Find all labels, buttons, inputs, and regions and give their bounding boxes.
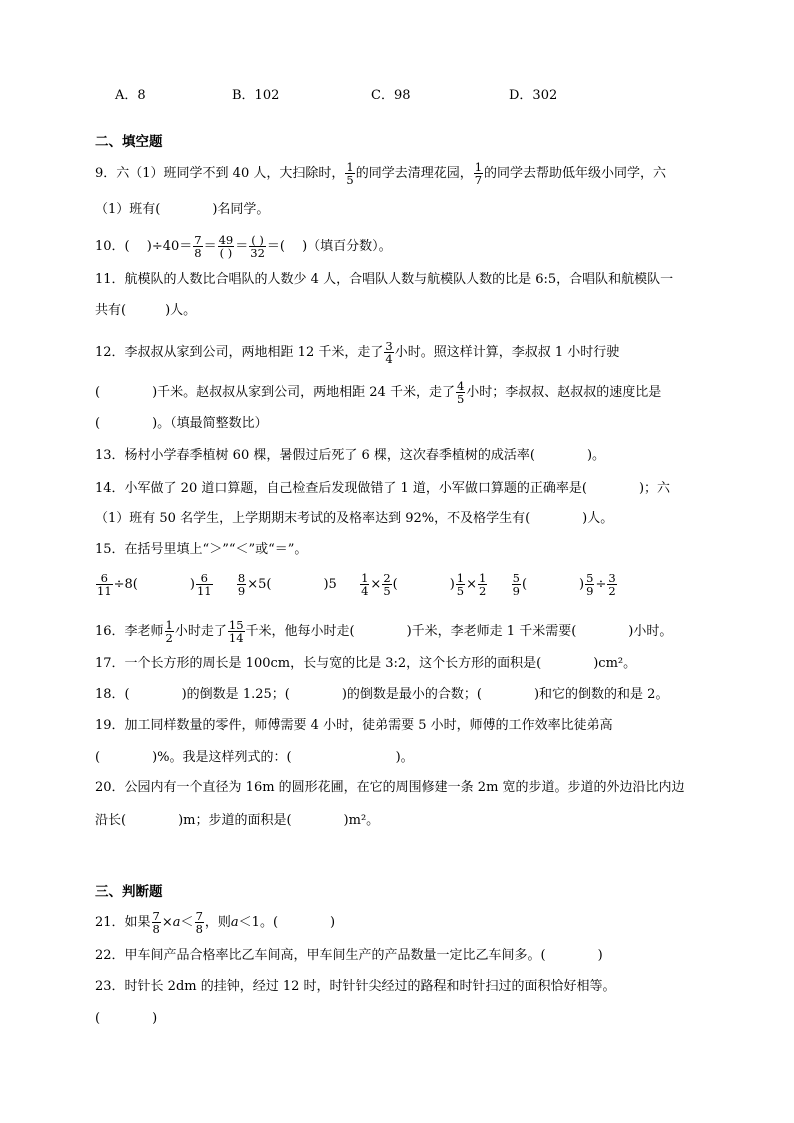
section-true-false-title: 三、判断题 bbox=[95, 884, 163, 900]
question-10: 10．( )÷40＝ $\frac{7}{8}$ ＝ $\frac{49}{( )}$ ＝ $\frac{( )}{32}$ ＝( )（填百分数）。 bbox=[95, 233, 392, 260]
question-14-line-1: 14．小军做了 20 道口算题，自己检查后发现做错了 1 道，小军做口算题的正确率是( )；六 bbox=[95, 481, 671, 496]
question-12-line-1: 12．李叔叔从家到公司，两地相距 12 千米，走了 $\frac{3}{4}$ 小时。照这样计算，李叔叔 1 小时行驶 bbox=[95, 339, 620, 366]
fraction: $\frac{1}{2}$ bbox=[479, 571, 487, 598]
fraction: $\frac{5}{9}$ bbox=[586, 571, 594, 598]
question-20-line-2: 沿长( )m；步道的面积是( )m²。 bbox=[95, 813, 380, 828]
fraction: $\frac{7}{8}$ bbox=[195, 909, 203, 936]
fraction: $\frac{15}{14}$ bbox=[228, 618, 244, 645]
question-12-line-2: ( )千米。赵叔叔从家到公司，两地相距 24 千米，走了 $\frac{4}{5}$ 小时；李叔叔、赵叔叔的速度比是 bbox=[95, 379, 662, 406]
question-14-line-2: （1）班有 50 名学生，上学期期末考试的及格率达到 92%，不及格学生有( )人。 bbox=[95, 511, 614, 526]
fraction: $\frac{6}{11}$ bbox=[196, 571, 212, 598]
fraction: $\frac{6}{11}$ bbox=[97, 571, 112, 598]
option-c: C．98 bbox=[371, 88, 411, 103]
question-17: 17．一个长方形的周长是 100cm，长与宽的比是 3:2，这个长方形的面积是( )cm²。 bbox=[95, 656, 637, 671]
fraction: $\frac{3}{4}$ bbox=[385, 339, 393, 366]
option-d: D．302 bbox=[509, 88, 558, 103]
fraction: $\frac{7}{8}$ bbox=[194, 233, 202, 260]
question-12-line-3: ( )。（填最简整数比） bbox=[95, 416, 268, 431]
section-fill-blank-title: 二、填空题 bbox=[95, 134, 163, 150]
fraction: $\frac{5}{9}$ bbox=[512, 571, 520, 598]
fraction: $\frac{4}{5}$ bbox=[456, 379, 465, 406]
question-15-title: 15．在括号里填上“＞”“＜”或“＝”。 bbox=[95, 542, 308, 557]
option-a: A．8 bbox=[115, 88, 146, 103]
question-11-line-1: 11．航模队的人数比合唱队的人数少 4 人，合唱队人数与航模队人数的比是 6:5，合唱队和航模队一 bbox=[95, 272, 674, 287]
question-19-line-1: 19．加工同样数量的零件，师傅需要 4 小时，徒弟需要 5 小时，师傅的工作效率比徒弟高 bbox=[95, 718, 613, 733]
question-15-items: $\frac{6}{11}$ ÷8( ) $\frac{6}{11}$ $\frac{8}{9}$ ×5( )5 $\frac{1}{4}$ × $\frac{2}{5}$ ( ) $\frac{1}{5}$ × $\frac{1}{2}$ $\frac{5}{9}$ ( ) $\frac{5}{9}$ ÷ $\frac{3}{2}$ bbox=[97, 571, 616, 598]
question-9-line-2: （1）班有( )名同学。 bbox=[95, 202, 270, 217]
fraction: $\frac{49}{( )}$ bbox=[218, 233, 234, 260]
fraction: $\frac{7}{8}$ bbox=[152, 909, 160, 936]
question-18: 18．( )的倒数是 1.25；( )的倒数是最小的合数；( )和它的倒数的和是 2。 bbox=[95, 687, 669, 702]
question-19-line-2: ( )%。我是这样列式的：( )。 bbox=[95, 750, 414, 765]
fraction: $\frac{1}{7}$ bbox=[474, 160, 483, 187]
fraction: $\frac{1}{2}$ bbox=[165, 618, 173, 645]
fraction: $\frac{( )}{32}$ bbox=[250, 233, 265, 260]
fraction: $\frac{3}{2}$ bbox=[608, 571, 616, 598]
question-13: 13．杨村小学春季植树 60 棵，暑假过后死了 6 棵，这次春季植树的成活率( )。 bbox=[95, 448, 606, 463]
question-23-line-2: ( ) bbox=[95, 1011, 158, 1026]
question-21: 21．如果 $\frac{7}{8}$ ×a＜ $\frac{7}{8}$ ，则a＜1。( ) bbox=[95, 909, 336, 936]
option-b: B．102 bbox=[232, 88, 280, 103]
question-23-line-1: 23．时针长 2dm 的挂钟，经过 12 时，时针针尖经过的路程和时针扫过的面积恰好相等。 bbox=[95, 979, 616, 994]
question-11-line-2: 共有( )人。 bbox=[95, 303, 197, 318]
fraction: $\frac{2}{5}$ bbox=[383, 571, 391, 598]
question-22: 22．甲车间产品合格率比乙车间高，甲车间生产的产品数量一定比乙车间多。( ) bbox=[95, 948, 603, 963]
fraction: $\frac{1}{5}$ bbox=[456, 571, 465, 598]
question-9-line-1: 9．六（1）班同学不到 40 人，大扫除时， $\frac{1}{5}$ 的同学去清理花园， $\frac{1}{7}$ 的同学去帮助低年级小同学，六 bbox=[95, 160, 667, 187]
fraction: $\frac{1}{5}$ bbox=[346, 160, 354, 187]
question-20-line-1: 20．公园内有一个直径为 16m 的圆形花圃，在它的周围修建一条 2m 宽的步道。步道的外边沿比内边 bbox=[95, 780, 685, 795]
fraction: $\frac{1}{4}$ bbox=[361, 571, 369, 598]
fraction: $\frac{8}{9}$ bbox=[237, 571, 246, 598]
question-16: 16．李老师 $\frac{1}{2}$ 小时走了 $\frac{15}{14}$ 千米，他每小时走( )千米，李老师走 1 千米需要( )小时。 bbox=[95, 618, 673, 645]
